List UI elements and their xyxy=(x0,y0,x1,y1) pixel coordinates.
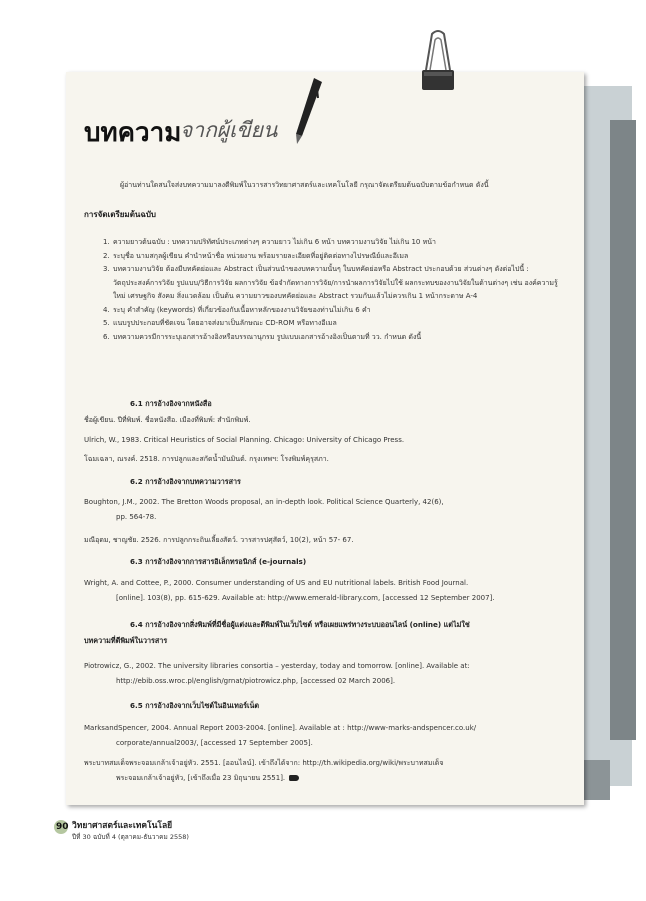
reference-entry: มณีอุดม, ชาญชัย. 2526. การปลูกกระถินเลี้ยงสัตว์. วารสารปศุสัตว์, 10(2), หน้า 57- 67. xyxy=(84,536,354,544)
binder-clip-icon xyxy=(418,30,458,92)
page-title: บทความ xyxy=(84,118,182,148)
reference-entry: Ulrich, W., 1983. Critical Heuristics of Social Planning. Chicago: University of Chicago Press. xyxy=(84,436,405,444)
reference-entry: ชื่อผู้เขียน. ปีที่พิมพ์. ชื่อหนังสือ. เมืองที่พิมพ์: สำนักพิมพ์. xyxy=(84,416,251,424)
list-item: 5. แนบรูปประกอบที่ชัดเจน โดยอาจส่งมาเป็นลักษณะ CD-ROM หรือทางอีเมล xyxy=(103,319,337,327)
reference-entry: Wright, A. and Cottee, P., 2000. Consumer understanding of US and EU nutritional labels. British Food Journal. [online]. 103(8), pp. 615-629. Available at: http://www.emerald-library.com, [accessed 12 September 2007]. xyxy=(84,579,495,602)
heading-6-4-cont: บทความที่ตีพิมพ์ในวารสาร xyxy=(84,636,168,645)
heading-6-2: 6.2 การอ้างอิงจากบทความวารสาร xyxy=(130,477,241,486)
list-item: 6. บทความควรมีการระบุเอกสารอ้างอิงหรือบรรณานุกรม รูปแบบเอกสารอ้างอิงเป็นตามที่ วว. กำหนด ดังนี้ xyxy=(103,332,422,341)
reference-entry: โฉมเฉลา, ณรงค์. 2518. การปลูกและสกัดน้ำมันมินต์. กรุงเทพฯ: โรงพิมพ์คุรุสภา. xyxy=(84,455,329,463)
reference-entry: MarksandSpencer, 2004. Annual Report 2003-2004. [online]. Available at : http://www-marks-andspencer.co.uk/ corporate/annual2003/, [accessed 17 September 2005]. xyxy=(84,724,477,747)
end-mark-icon xyxy=(289,775,299,781)
list-item: 4. ระบุ คำสำคัญ (keywords) ที่เกี่ยวข้องกับเนื้อหาหลักของงานวิจัยของท่านไม่เกิน 6 คำ xyxy=(103,305,371,314)
list-item: 3. บทความงานวิจัย ต้องมีบทคัดย่อและ Abstract เป็นส่วนนำของบทความนั้นๆ ในบทคัดย่อหรือ Abstract ประกอบด้วย ส่วนต่างๆ ดังต่อไปนี้ : วัตถุประสงค์การวิจัย รูปแบบ/วิธีการวิจัย ผลการวิจัย ข้อจำกัดทางการวิจัย/การนำผลการวิจัยไปใช้ ผลกระทบของงานวิจัยในด้านต่างๆ เช่น องค์ความรู้ใหม่ เศรษฐกิจ สังคม สิ่งแวดล้อม เป็นต้น ความยาวของบทคัดย่อและ Abstract รวมกันแล้วไม่ควรเกิน 1 หน้ากระดาษ A-4 xyxy=(103,265,558,300)
rules-list xyxy=(103,236,563,344)
heading-6-5: 6.5 การอ้างอิงจากเว็บไซต์ในอินเทอร์เน็ต xyxy=(130,701,260,710)
heading-6-4: 6.4 การอ้างอิงจากสิ่งพิมพ์ที่มีชื่อผู้แต่งและตีพิมพ์ในเว็บไซต์ หรือเผยแพร่ทางระบบออนไลน์ (online) แต่ไม่ใช่ xyxy=(130,620,470,629)
intro-text: ผู้อ่านท่านใดสนใจส่งบทความมาลงตีพิมพ์ในวารสารวิทยาศาสตร์และเทคโนโลยี กรุณาจัดเตรียมต้นฉบับตามข้อกำหนด ดังนี้ xyxy=(120,181,489,189)
background-sheet-edge xyxy=(610,120,636,740)
page-number: 90 xyxy=(56,822,69,832)
heading-6-1: 6.1 การอ้างอิงจากหนังสือ xyxy=(130,399,212,408)
page-subtitle: จากผู้เขียน xyxy=(180,118,278,142)
magazine-title: วิทยาศาสตร์และเทคโนโลยี xyxy=(72,821,173,831)
issue-info: ปีที่ 30 ฉบับที่ 4 (ตุลาคม-ธันวาคม 2558) xyxy=(72,833,189,841)
reference-entry: พระบาทสมเด็จพระจอมเกล้าเจ้าอยู่หัว. 2551. [ออนไลน์]. เข้าถึงได้จาก: http://th.wikipedia.org/wiki/พระบาทสมเด็จ พระจอมเกล้าเจ้าอยู่หัว, [เข้าถึงเมื่อ 23 มิถุนายน 2551]. xyxy=(84,759,444,782)
pen-icon xyxy=(288,76,328,146)
list-item: 1. ความยาวต้นฉบับ : บทความปริทัศน์ประเภทต่างๆ ความยาว ไม่เกิน 6 หน้า บทความงานวิจัย ไม่เกิน 10 หน้า xyxy=(103,238,436,246)
heading-6-3: 6.3 การอ้างอิงจากการสารอิเล็กทรอนิกส์ (e-journals) xyxy=(130,557,307,566)
section-heading-preparation: การจัดเตรียมต้นฉบับ xyxy=(84,210,156,219)
list-item: 2. ระบุชื่อ นามสกุลผู้เขียน คำนำหน้าชื่อ หน่วยงาน พร้อมรายละเอียดที่อยู่ติดต่อทางไปรษณีย์และอีเมล xyxy=(103,251,409,260)
reference-entry: Piotrowicz, G., 2002. The university libraries consortia – yesterday, today and tomorrow. [online]. Available at: http://ebib.oss.wroc.pl/english/grnat/piotrowicz.php, [accessed 02 March 2006]. xyxy=(84,662,470,685)
reference-entry: Boughton, J.M., 2002. The Bretton Woods proposal, an in-depth look. Political Science Quarterly, 42(6), pp. 564-78. xyxy=(84,498,444,521)
